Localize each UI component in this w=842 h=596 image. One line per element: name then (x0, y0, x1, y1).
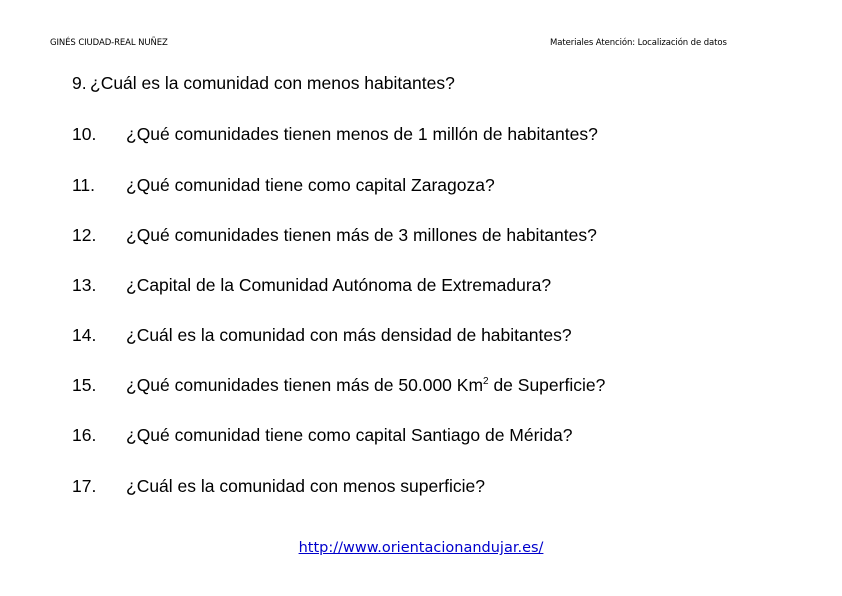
header-author: GINÉS CIUDAD-REAL NUÑEZ (50, 38, 168, 48)
question-number: 13. (72, 275, 97, 295)
question-text: ¿Cuál es la comunidad con menos superficie? (126, 476, 485, 496)
question-text (126, 374, 605, 396)
superscript-exponent: 2 (483, 376, 489, 387)
question-number: 15. (72, 375, 97, 395)
question-text: ¿Capital de la Comunidad Autónoma de Extremadura? (126, 275, 552, 295)
question-text: ¿Qué comunidades tienen más de 3 millones de habitantes? (126, 225, 597, 245)
header-subject: Materiales Atención: Localización de datos (550, 38, 727, 48)
question-number: 10. (72, 124, 97, 144)
question-text: ¿Cuál es la comunidad con más densidad de habitantes? (126, 325, 572, 345)
question-number: 14. (72, 325, 97, 345)
question-number: 16. (72, 425, 97, 445)
question-text: ¿Cuál es la comunidad con menos habitantes? (90, 73, 455, 93)
footer-website-link[interactable]: http://www.orientacionandujar.es/ (298, 540, 544, 556)
question-number: 12. (72, 225, 97, 245)
question-number: 9. (72, 73, 87, 93)
question-text: ¿Qué comunidades tienen menos de 1 millón de habitantes? (126, 124, 598, 144)
question-text: ¿Qué comunidad tiene como capital Santiago de Mérida? (126, 425, 573, 445)
question-number: 11. (72, 175, 96, 195)
question-text: ¿Qué comunidad tiene como capital Zaragoza? (126, 175, 495, 195)
question-number: 17. (72, 476, 97, 496)
question-text-before: ¿Qué comunidades tienen más de 50.000 Km (126, 375, 484, 395)
question-text-after: de Superficie? (488, 375, 606, 395)
